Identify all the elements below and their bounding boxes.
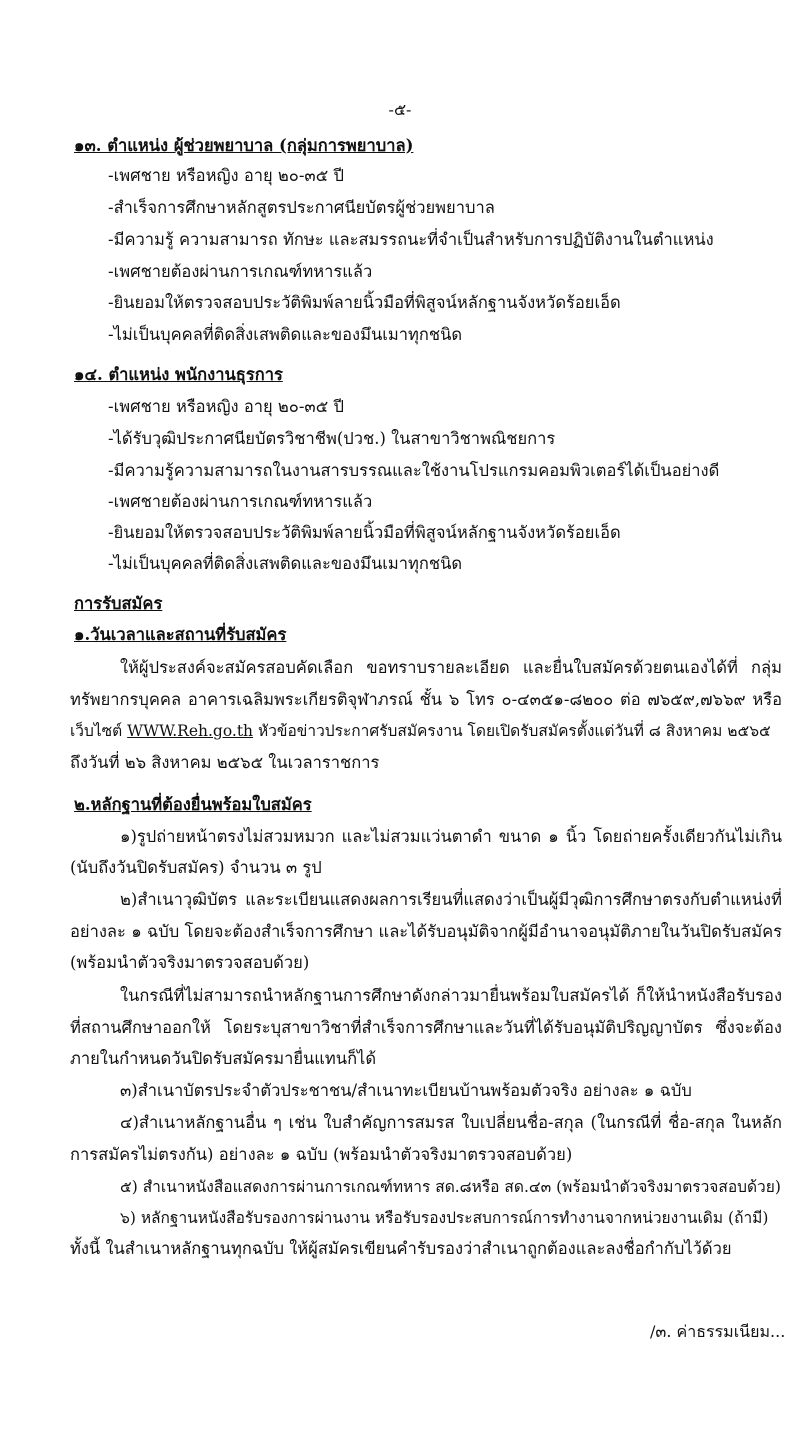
- section-13-item: -ไม่เป็นบุคคลที่ติดสิ่งเสพติดและของมึนเมาทุกชนิด: [108, 325, 463, 344]
- website-link[interactable]: WWW.Reh.go.th: [127, 722, 254, 740]
- section-14-item: -เพศชายต้องผ่านการเกณฑ์ทหารแล้ว: [108, 492, 373, 511]
- section-14-item: -เพศชาย หรือหญิง อายุ ๒๐-๓๕ ปี: [108, 397, 344, 416]
- paragraph-line: ให้ผู้ประสงค์จะสมัครสอบคัดเลือก ขอทราบรายละเอียด และยื่นใบสมัครด้วยตนเองได้ที่ กลุ่ม: [120, 658, 782, 677]
- section-14-item: -ไม่เป็นบุคคลที่ติดสิ่งเสพติดและของมึนเมาทุกชนิด: [108, 554, 463, 573]
- paragraph-line: อย่างละ ๑ ฉบับ โดยจะต้องสำเร็จการศึกษา และได้รับอนุมัติจากผู้มีอำนาจอนุมัติภายในวันปิดรับสมัคร: [70, 922, 782, 941]
- paragraph-line: ๔)สำเนาหลักฐานอื่น ๆ เช่น ใบสำคัญการสมรส ใบเปลี่ยนชื่อ-สกุล (ในกรณีที่ ชื่อ-สกุล ในหลัก: [120, 1113, 782, 1132]
- paragraph-line: (พร้อมนำตัวจริงมาตรวจสอบด้วย): [70, 953, 310, 972]
- paragraph-line: ๓)สำเนาบัตรประจำตัวประชาชน/สำเนาทะเบียนบ้านพร้อมตัวจริง อย่างละ ๑ ฉบับ: [120, 1081, 692, 1100]
- paragraph-line: ทั้งนี้ ในสำเนาหลักฐานทุกฉบับ ให้ผู้สมัครเขียนคำรับรองว่าสำเนาถูกต้องและลงชื่อกำกับไว้ด้วย: [70, 1239, 732, 1258]
- paragraph-line: ๒)สำเนาวุฒิบัตร และระเบียนแสดงผลการเรียนที่แสดงว่าเป็นผู้มีวุฒิการศึกษาตรงกับตำแหน่งที่: [120, 890, 782, 909]
- paragraph-line: [70, 719, 771, 743]
- application-sub2-heading: ๒.หลักฐานที่ต้องยื่นพร้อมใบสมัคร: [74, 795, 312, 814]
- paragraph-line: การสมัครไม่ตรงกัน) อย่างละ ๑ ฉบับ (พร้อมนำตัวจริงมาตรวจสอบด้วย): [70, 1145, 573, 1164]
- section-14-item: -ได้รับวุฒิประกาศนียบัตรวิชาชีพ(ปวช.) ในสาขาวิชาพณิชยการ: [108, 429, 556, 448]
- website-suffix: หัวข้อข่าวประกาศรับสมัครงาน โดยเปิดรับสมัครตั้งแต่วันที่ ๘ สิงหาคม ๒๕๖๕: [253, 722, 771, 740]
- section-13-item: -ยินยอมให้ตรวจสอบประวัติพิมพ์ลายนิ้วมือที่พิสูจน์หลักฐานจังหวัดร้อยเอ็ด: [108, 293, 621, 312]
- paragraph-line: ๕) สำเนาหนังสือแสดงการผ่านการเกณฑ์ทหาร สด.๘หรือ สด.๔๓ (พร้อมนำตัวจริงมาตรวจสอบด้วย): [120, 1178, 781, 1196]
- paragraph-line: ๖) หลักฐานหนังสือรับรองการผ่านงาน หรือรับรองประสบการณ์การทำงานจากหน่วยงานเดิม (ถ้ามี): [120, 1209, 769, 1227]
- paragraph-line: ๑)รูปถ่ายหน้าตรงไม่สวมหมวก และไม่สวมแว่นตาดำ ขนาด ๑ นิ้ว โดยถ่ายครั้งเดียวกันไม่เกิน: [120, 827, 782, 846]
- continuation-note: /๓. ค่าธรรมเนียม...: [650, 1322, 786, 1341]
- section-13-item: -เพศชายต้องผ่านการเกณฑ์ทหารแล้ว: [108, 262, 373, 281]
- page-number: -๕-: [388, 100, 412, 119]
- application-sub1-heading: ๑.วันเวลาและสถานที่รับสมัคร: [74, 625, 287, 644]
- section-13-item: -มีความรู้ ความสามารถ ทักษะ และสมรรถนะที่จำเป็นสำหรับการปฏิบัติงานในตำแหน่ง: [108, 230, 714, 249]
- section-13-item: -เพศชาย หรือหญิง อายุ ๒๐-๓๕ ปี: [108, 166, 344, 185]
- paragraph-line: ที่สถานศึกษาออกให้ โดยระบุสาขาวิชาที่สำเร็จการศึกษาและวันที่ได้รับอนุมัติปริญญาบัตร ซึ่งจะต้อง: [70, 1018, 782, 1037]
- paragraph-line: ทรัพยากรบุคคล อาคารเฉลิมพระเกียรติจุฬาภรณ์ ชั้น ๖ โทร ๐-๔๓๕๑-๘๒๐๐ ต่อ ๗๖๕๙,๗๖๖๙ หรือ: [70, 690, 782, 709]
- paragraph-line: ถึงวันที่ ๒๖ สิงหาคม ๒๕๖๕ ในเวลาราชการ: [70, 753, 380, 772]
- website-prefix: เว็บไซต์: [70, 722, 128, 740]
- section-14-item: -มีความรู้ความสามารถในงานสารบรรณและใช้งานโปรแกรมคอมพิวเตอร์ได้เป็นอย่างดี: [108, 461, 720, 480]
- section-14-heading: ๑๔. ตำแหน่ง พนักงานธุรการ: [74, 365, 283, 384]
- paragraph-line: ภายในกำหนดวันปิดรับสมัครมายื่นแทนก็ได้: [70, 1049, 377, 1068]
- application-heading: การรับสมัคร: [74, 594, 163, 613]
- section-13-item: -สำเร็จการศึกษาหลักสูตรประกาศนียบัตรผู้ช่วยพยาบาล: [108, 198, 495, 217]
- section-13-heading: ๑๓. ตำแหน่ง ผู้ช่วยพยาบาล (กลุ่มการพยาบาล): [74, 136, 414, 155]
- paragraph-line: ในกรณีที่ไม่สามารถนำหลักฐานการศึกษาดังกล่าวมายื่นพร้อมใบสมัครได้ ก็ให้นำหนังสือรับรอง: [120, 986, 782, 1005]
- section-14-item: -ยินยอมให้ตรวจสอบประวัติพิมพ์ลายนิ้วมือที่พิสูจน์หลักฐานจังหวัดร้อยเอ็ด: [108, 523, 621, 542]
- paragraph-line: (นับถึงวันปิดรับสมัคร) จำนวน ๓ รูป: [70, 858, 322, 877]
